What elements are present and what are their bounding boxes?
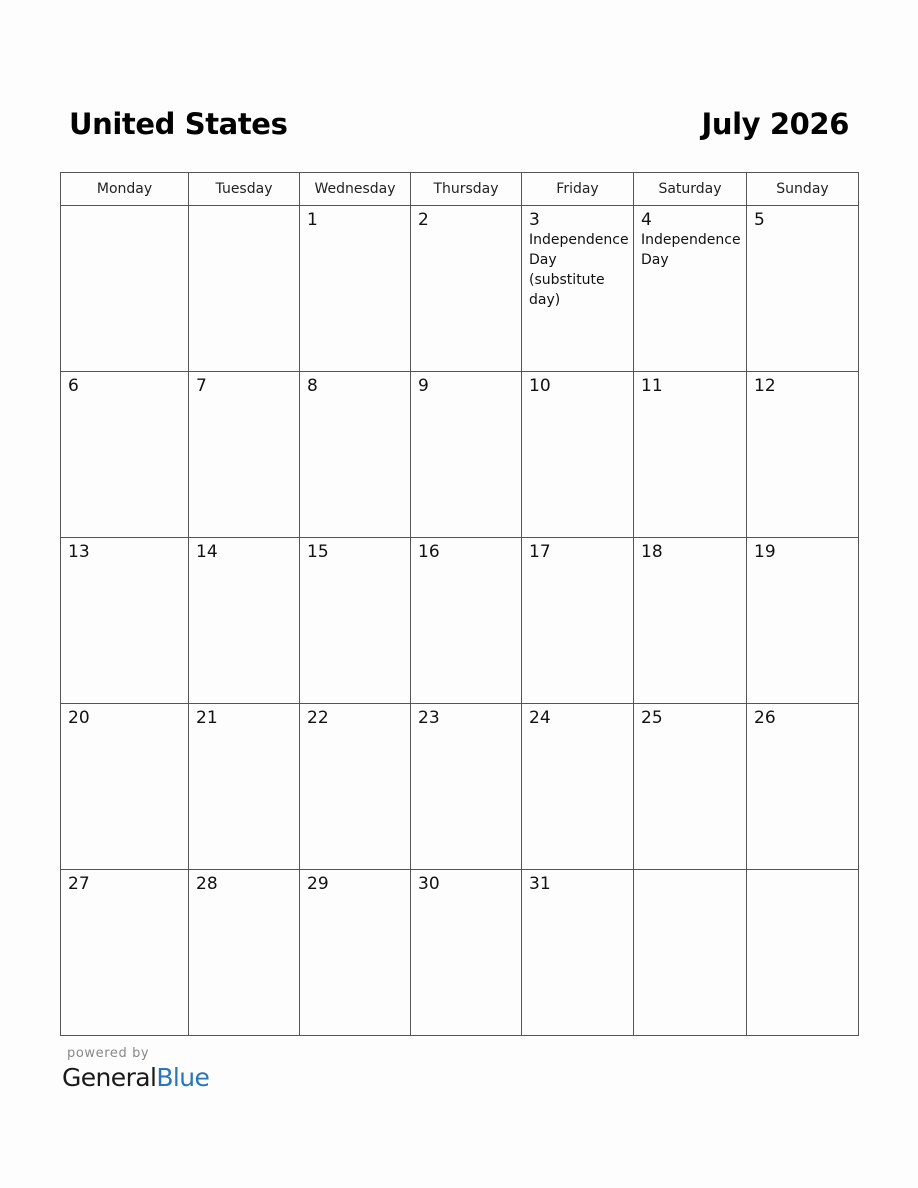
day-cell xyxy=(634,372,747,538)
day-cell xyxy=(189,538,300,704)
day-number: 24 xyxy=(529,708,551,728)
day-cell xyxy=(747,372,859,538)
day-cell xyxy=(747,704,859,870)
week-row xyxy=(61,704,859,870)
day-number: 23 xyxy=(418,708,440,728)
day-cell xyxy=(189,206,300,372)
day-number: 11 xyxy=(641,376,663,396)
day-cell xyxy=(411,538,522,704)
day-cell xyxy=(634,704,747,870)
weekday-header-row xyxy=(61,173,859,206)
day-number: 10 xyxy=(529,376,551,396)
day-number: 7 xyxy=(196,376,207,396)
day-number: 15 xyxy=(307,542,329,562)
weekday-thursday: Thursday xyxy=(411,173,522,206)
day-cell xyxy=(189,372,300,538)
day-number: 6 xyxy=(68,376,79,396)
day-cell xyxy=(411,206,522,372)
day-number: 28 xyxy=(196,874,218,894)
day-number: 9 xyxy=(418,376,429,396)
day-number: 8 xyxy=(307,376,318,396)
day-cell xyxy=(411,704,522,870)
calendar-grid xyxy=(60,172,859,1036)
day-cell xyxy=(61,538,189,704)
day-number: 26 xyxy=(754,708,776,728)
day-number: 18 xyxy=(641,542,663,562)
holiday-label: Independence Day xyxy=(641,232,741,268)
week-row xyxy=(61,372,859,538)
day-number: 1 xyxy=(307,210,318,230)
day-number: 14 xyxy=(196,542,218,562)
day-cell xyxy=(634,538,747,704)
day-cell xyxy=(300,870,411,1036)
day-cell xyxy=(411,372,522,538)
holiday-label: Independence Day (substitute day) xyxy=(529,232,629,308)
day-number: 21 xyxy=(196,708,218,728)
day-number: 13 xyxy=(68,542,90,562)
weekday-friday: Friday xyxy=(522,173,634,206)
day-number: 2 xyxy=(418,210,429,230)
weekday-wednesday: Wednesday xyxy=(300,173,411,206)
day-cell xyxy=(747,206,859,372)
day-cell xyxy=(522,206,634,372)
day-cell xyxy=(411,870,522,1036)
day-number: 27 xyxy=(68,874,90,894)
day-number: 20 xyxy=(68,708,90,728)
day-cell xyxy=(634,870,747,1036)
day-cell xyxy=(522,704,634,870)
day-cell xyxy=(634,206,747,372)
day-cell xyxy=(522,870,634,1036)
day-cell xyxy=(300,206,411,372)
day-number: 3 xyxy=(529,210,540,230)
weekday-sunday: Sunday xyxy=(747,173,859,206)
day-cell xyxy=(300,704,411,870)
weekday-tuesday: Tuesday xyxy=(189,173,300,206)
day-cell xyxy=(522,372,634,538)
month-title: July 2026 xyxy=(701,107,849,141)
powered-by-text: powered by xyxy=(67,1046,150,1061)
day-cell xyxy=(61,870,189,1036)
day-number: 31 xyxy=(529,874,551,894)
country-title: United States xyxy=(69,107,288,141)
day-cell xyxy=(61,704,189,870)
day-cell xyxy=(300,372,411,538)
week-row xyxy=(61,206,859,372)
brand-blue-text: Blue xyxy=(156,1063,210,1092)
day-cell xyxy=(747,538,859,704)
day-number: 17 xyxy=(529,542,551,562)
day-number: 30 xyxy=(418,874,440,894)
day-number: 22 xyxy=(307,708,329,728)
brand-general-text: General xyxy=(62,1063,157,1092)
week-row xyxy=(61,538,859,704)
day-number: 19 xyxy=(754,542,776,562)
day-cell xyxy=(61,206,189,372)
day-number: 12 xyxy=(754,376,776,396)
day-cell xyxy=(522,538,634,704)
weekday-monday: Monday xyxy=(61,173,189,206)
generalblue-logo[interactable] xyxy=(62,1062,209,1094)
weekday-saturday: Saturday xyxy=(634,173,747,206)
day-number: 16 xyxy=(418,542,440,562)
day-cell xyxy=(61,372,189,538)
day-cell xyxy=(189,870,300,1036)
day-number: 25 xyxy=(641,708,663,728)
day-number: 29 xyxy=(307,874,329,894)
day-cell xyxy=(747,870,859,1036)
day-number: 5 xyxy=(754,210,765,230)
day-cell xyxy=(189,704,300,870)
day-number: 4 xyxy=(641,210,652,230)
week-row xyxy=(61,870,859,1036)
day-cell xyxy=(300,538,411,704)
